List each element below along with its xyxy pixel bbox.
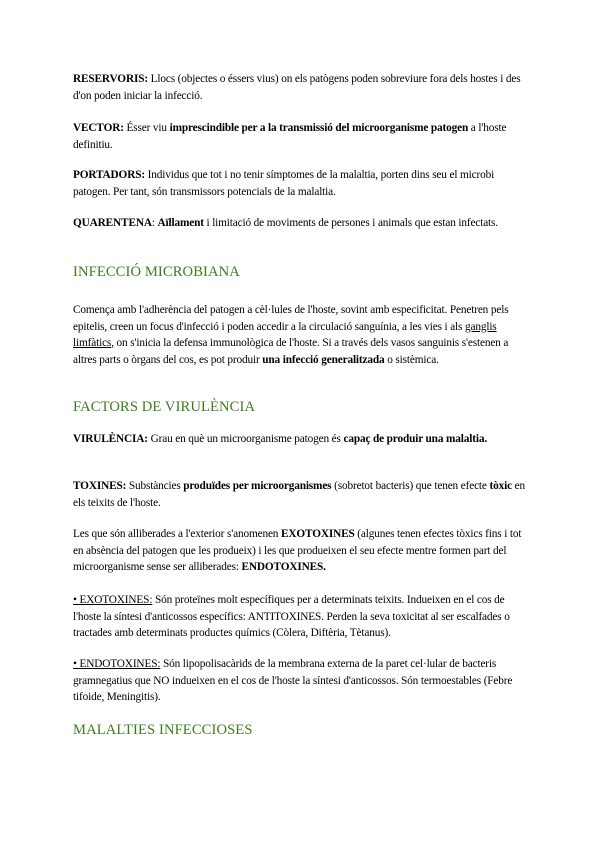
virulencia-paragraph <box>73 431 533 448</box>
heading-factors-virulencia: FACTORS DE VIRULÈNCIA <box>73 399 256 415</box>
vector-paragraph <box>73 120 533 153</box>
vector-term: VECTOR: <box>73 122 124 134</box>
exotoxines-text: Són proteïnes molt específiques per a determinats teixits. Indueixen en el cos de l'hoste la síntesi d'anticossos específics: ANTITOXINES. Perden la seva toxicitat al ser escalfades o tractades amb determinats productes químics (Còlera, Diftèria, Tètanus). <box>73 594 510 639</box>
reservoris-paragraph <box>73 71 533 104</box>
virulencia-term: VIRULÈNCIA: <box>73 433 148 445</box>
endotoxines-text: Són lipopolisacàrids de la membrana externa de la paret cel·lular de bacteris gramnegatius que NO indueixen en el cos de l'hoste la síntesi d'anticossos. Són termoestables (Febre tifoide, Meningitis). <box>73 658 513 703</box>
toxines-text-c: en els teixits de l'hoste. <box>73 480 525 509</box>
reservoris-text: Llocs (objectes o éssers vius) on els patògens poden sobreviure fora dels hostes i des d'on poden iniciar la infecció. <box>73 73 521 102</box>
virulencia-bold: capaç de produir una malaltia. <box>343 433 487 445</box>
quarantena-paragraph <box>73 215 533 232</box>
vector-bold: imprescindible per a la transmissió del microorganisme patogen <box>169 122 469 134</box>
infeccio-text-a: Comença amb l'adherència del patogen a cèl·lules de l'hoste, sovint amb especificitat. Penetren pels epitelis, creen un focus d'infecció i poden accedir a la circulació sanguínia, a les vies i als <box>73 304 509 333</box>
infeccio-bold: una infecció generalitzada <box>262 353 385 366</box>
infeccio-underline: ganglis limfàtics <box>73 320 497 349</box>
portadors-term: PORTADORS: <box>73 169 145 181</box>
heading-malalties-infeccioses: MALALTIES INFECCIOSES <box>73 722 253 738</box>
endotoxines-paragraph <box>73 656 533 706</box>
alliberades-text-b: (algunes tenen efectes tòxics fins i tot en absència del patogen que les produeix) i les que produeixen el seu efecte mentre formen part del microorganisme sense ser alliberades: <box>73 528 522 573</box>
alliberades-bold-a: EXOTOXINES <box>280 528 355 540</box>
quarantena-bold: Aïllament <box>157 217 204 229</box>
portadors-text: Individus que tot i no tenir símptomes de la malaltia, porten dins seu el microbi patogen. Per tant, són transmissors potencials de la malaltia. <box>73 169 495 198</box>
alliberades-text-a: Les que són alliberades a l'exterior s'anomenen <box>73 528 281 540</box>
infeccio-text-c: o sistèmica. <box>384 353 439 366</box>
toxines-text-a: Substàncies <box>126 480 184 492</box>
toxines-paragraph <box>73 478 533 511</box>
exotoxines-paragraph <box>73 592 533 642</box>
portadors-paragraph <box>73 167 533 200</box>
reservoris-term: RESERVORIS: <box>73 73 148 85</box>
endotoxines-label: • ENDOTOXINES: <box>73 658 161 670</box>
quarantena-text: i limitació de moviments de persones i animals que estan infectats. <box>203 217 498 229</box>
toxines-bold-b: tòxic <box>489 480 512 492</box>
exotoxines-label: • EXOTOXINES: <box>73 594 153 606</box>
vector-text-b: a l'hoste definitiu. <box>73 122 507 151</box>
toxines-term: TOXINES: <box>73 480 127 492</box>
quarantena-colon: : <box>151 217 158 229</box>
vector-text-a: Ésser viu <box>123 122 170 134</box>
toxines-bold-a: produïdes per microorganismes <box>183 480 332 492</box>
quarantena-term: QUARENTENA <box>73 217 152 229</box>
infeccio-paragraph <box>73 302 533 368</box>
alliberades-paragraph <box>73 526 533 576</box>
alliberades-bold-b: ENDOTOXINES. <box>241 561 326 573</box>
toxines-text-b: (sobretot bacteris) que tenen efecte <box>331 480 490 492</box>
infeccio-text-b: , on s'inicia la defensa immunològica de l'hoste. Si a través dels vasos sanguinis s'estenen a altres parts o òrgans del cos, es pot produir <box>73 337 509 366</box>
virulencia-text: Grau en què un microorganisme patogen és <box>147 433 344 445</box>
heading-infeccio-microbiana: INFECCIÓ MICROBIANA <box>73 264 240 280</box>
